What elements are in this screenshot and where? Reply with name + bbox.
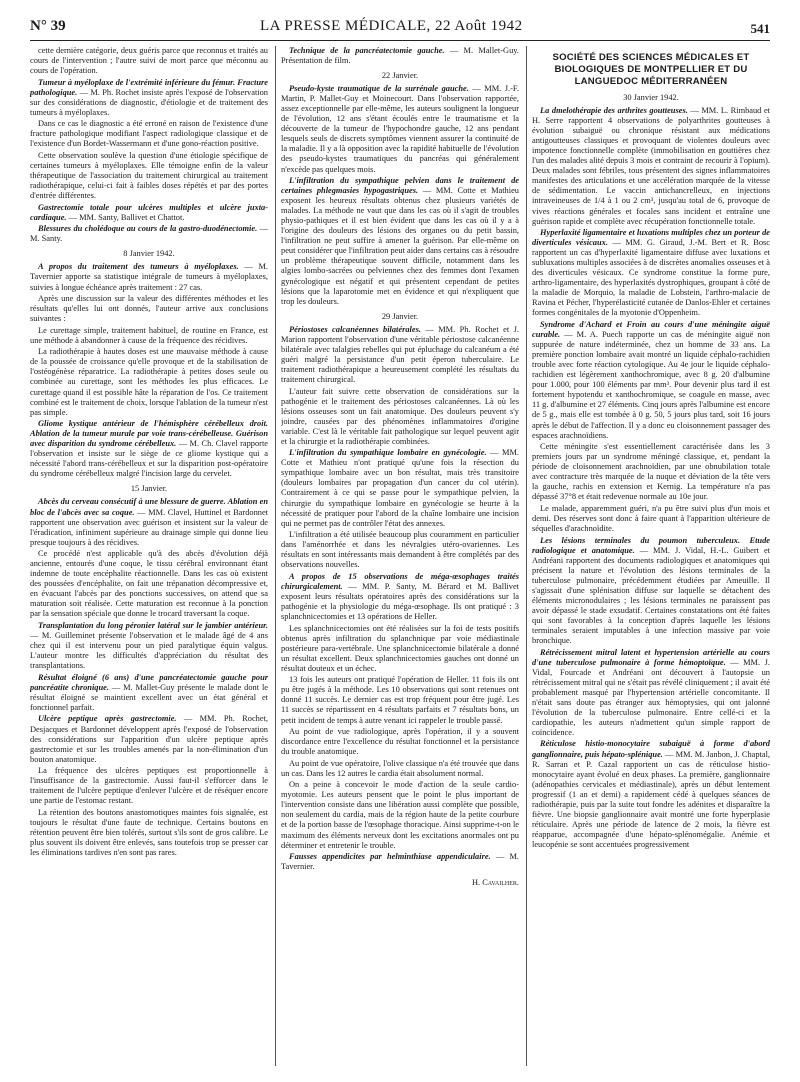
column-divider bbox=[275, 46, 276, 1066]
communication-title: Rétrécissement mitral latent et hypertension artérielle au cours d'une tuberculose pulmonaire à forme hémoptoïque. bbox=[532, 647, 770, 667]
communication-title: Technique de la pancréatectomie gauche. bbox=[289, 46, 445, 55]
communication-body: — M. Ph. Rochet insiste après l'exposé de l'observation sur des considérations de diagnostic, d'étiologie et de traitement des tumeurs à myéloplaxes. bbox=[30, 87, 268, 117]
communication-body: — MM. M. Janbon, J. Chaptal, R. Sarran et P. Cazal rapportent un cas de réticulose histio-monocytaire ayant évolué en deux phases. La première, ganglionnaire (adénopathies cervicales et médiastinale), après un début lentement progressif (1 an et demi) a rapidement cédé à quelques séances de radiothérapie, puis par la suite tout fondre les adénites et disparaître la fièvre. Une biopsie ganglionnaire avait montré une forte hyperplasie réticulaire. Après une période de latence de 2 mois, la fièvre est réapparue, accompagnée d'une hépato-splénomégalie. Anémie et leucopénie se sont accentuées progressivement bbox=[532, 749, 770, 849]
communication-entry bbox=[30, 224, 268, 244]
page-header bbox=[30, 18, 770, 40]
session-date: 8 Janvier 1942. bbox=[123, 249, 175, 259]
communication-entry bbox=[30, 673, 268, 713]
communication-title: Gliome kystique antérieur de l'hémisphère cérébelleux droit. Ablation de la tumeur murale par voie trans-cérébelleuse. Guérison avec disparition du syndrome cérébelleux. bbox=[30, 419, 268, 449]
paragraph: Le malade, apparemment guéri, n'a pu être suivi plus d'un mois et demi. Des réserves sont donc à faire quant à l'apparition ultérieure de séquelles d'arachnoïdite. bbox=[532, 503, 770, 533]
communication-entry bbox=[30, 714, 268, 764]
paragraph: Ce procédé n'est applicable qu'à des abcès d'évolution déjà ancienne, entourés d'une coque, le tissu cérébral environnant étant indemne de toute encéphalite réactionnelle. Dans les cas où existent des poussées d'encéphalite, on fait une trépanation décompressive et, en évacuant l'abcès par des ponctions successives, on attend que sa maturation soit réalisée. Cette maturation est reconnue à la ponction par la sensation spéciale que donne le trocard traversant la coque. bbox=[30, 549, 268, 619]
paragraph: L'infiltration a été utilisée beaucoup plus couramment en particulier dans l'aménorrhée et dans les névralgies utéro-ovariennes. Les résultats en sont intéressants mais demandent à être complétés par des observations nouvelles. bbox=[281, 530, 519, 570]
communication-body: — MM. J. Vidal, Fourcade et Andréani ont découvert à l'autopsie un rétrécissement mitral qui ne s'était pas révélé cliniquement ; il avait été probablement masqué par l'hypertension artérielle concomitante. Il n'était sans doute pas étranger aux hémoptysies, qui ont jalonné l'évolution de la tuberculose pulmonaire. Entre cellé-ci et la cardiopathie, les auteurs n'admettent qu'un simple rapport de coïncidence. bbox=[532, 657, 770, 737]
communication-entry bbox=[532, 739, 770, 850]
session-date: 22 Janvier. bbox=[381, 71, 419, 81]
communication-entry bbox=[532, 106, 770, 227]
communication-title: Résultat éloigné (6 ans) d'une pancréatectomie gauche pour pancréatite chronique. bbox=[30, 672, 268, 692]
page-number-right: 541 bbox=[750, 21, 770, 36]
communication-entry bbox=[532, 228, 770, 318]
paragraph: Au point de vue radiologique, après l'opération, il y a souvent discordance entre l'excellence du résultat fonctionnel et la persistance du trouble anatomique. bbox=[281, 727, 519, 757]
communication-body: — M. Tavernier apporte sa statistique intégrale de tumeurs à myéloplaxes, suivies à longue échéance après traitement : 27 cas. bbox=[30, 262, 268, 292]
paragraph: Cette méningite s'est essentiellement caractérisée dans les 3 premiers jours par un syndrome méningé classique, et, pendant la période de cloisonnement arachnoïdien, par une obnubilation totale avec contracture très marquée de la nuque et déviation de la tête vers la gauche, rachis en extension et Kernig. La température n'a pas dépassé 37°8 et était redevenue normale au 10e jour. bbox=[532, 442, 770, 502]
communication-title: Blessures du cholédoque au cours de la gastro-duodénectomie. bbox=[38, 224, 258, 234]
communication-entry bbox=[281, 46, 519, 66]
header-rule bbox=[30, 40, 770, 41]
communication-body: — MM. Cotte et Mathieu n'ont pratiqué qu'une fois la résection du sympathique lombaire avec un bon résultat, mais très transitoire (douleurs lombaires par propagation d'un cancer du col utérin). Contrairement à ce qui se passe pour le sympathique pelvien, la chirurgie du sympathique lombaire en gynécologie se heurte à la nécessité de pratiquer pour l'abord de la chaîne lombaire une incision qui ne permet pas de contrôler l'état des annexes. bbox=[281, 448, 519, 528]
communication-body: — MM. Cotte et Mathieu exposent les heureux résultats obtenus chez plusieurs variétés de malades. La méthode ne vaut que dans les cas où il s'agit de troubles physio-pathiques et il est bien évident que dans les cas où il y a à l'origine des douleurs des lésions des organes ou du petit bassin, l'infiltration ne peut suffire à amener la guérison. Par elle-même on peut considérer que l'infiltration peut aider dans certains cas à résoudre un problème thérapeutique souvent difficile, notamment dans les algies lombo-sacrées ou pelviennes chez des femmes dont l'examen gynécologique est négatif et qui présentent cependant de petites lésions que la laparotomie met en évidence et qui n'expliquent que trop les douleurs. bbox=[281, 186, 519, 306]
communication-title: Périostoses calcanéennes bilatérales. bbox=[289, 324, 421, 334]
paragraph: Au point de vue opératoire, l'olive classique n'a été trouvée que dans un cas. Dans les 12 autres le cardia était absolument normal. bbox=[281, 758, 519, 778]
paragraph: Dans ce cas le diagnostic a été erroné en raison de l'existence d'une fracture pathologique modifiant l'aspect radiologique classique et de l'existence d'un Bordet-Wassermann et d'une gono-réaction positive. bbox=[30, 119, 268, 149]
communication-title: Les lésions terminales du poumon tuberculeux. Etude radiologique et anatomique. bbox=[532, 535, 770, 555]
communication-title: Syndrome d'Achard et Froin au cours d'une méningite aiguë curable. bbox=[532, 320, 770, 340]
communication-body: — M. A. Puech rapporte un cas de méningite aiguë non suppurée de nature indéterminée, chez un homme de 33 ans. La première ponction lombaire avait montré un liquide céphalo-rachidien trouble avec forte réaction cytologique. Au 4e jour le liquide céphalo-rachidien est légèrement xanthochromique, avec 8 g. 20 d'albumine pour 1.000, pour 100 éléments par mm³. Pour devenir plus tard il est fortement hypotendu et xanthochromique, se coagule en masse, avec 11 g. d'albumine et 27 éléments. Cinq jours après l'albumine est encore de 5 g., mais elle est tombée à 0 g. 50, 5 jours plus tard, soit 16 jours après le début de l'affection. Il y a donc eu cloisonnement passager des espaces arachnoïdiens. bbox=[532, 330, 770, 440]
communication-title: Fausses appendicites par helminthiase appendiculaire. bbox=[289, 852, 491, 862]
communication-body: — M. Mallet-Guy. Présentation de film. bbox=[281, 46, 519, 66]
communication-entry bbox=[281, 572, 519, 622]
communication-title: Transplantation du long péronier latéral sur le jambier antérieur. bbox=[38, 621, 268, 631]
communication-body: — MM. G. Giraud, J.-M. Bert et R. Bosc rapportent un cas d'hyperlaxité ligamentaire diffuse avec luxations et subluxations multiples associées à de discrètes anomalies osseuses et à des diverticules vésicaux. Ce syndrome constitue la forme pure, arthro-ligamentaire, des hyperlaxités dystrophiques, groupant à côté de la maladie de Morquio, la maladie de Lobstein, l'arthro-malacie de Ravina et Pécher, l'hyperélasticité cutanée de Danlos-Ehler et certaines formes congénitales de la myotonie d'Oppenheim. bbox=[532, 238, 770, 318]
communication-title: Gastrectomie totale pour ulcères multiples et ulcère juxta-cardiaque. bbox=[30, 202, 268, 222]
text-column-1 bbox=[30, 46, 268, 1076]
communication-body: — MM. Ph. Rochet, Desjacques et Bardonnet développent après l'exposé de l'observation des considérations sur l'apparition d'un ulcère peptique après gastrectomie et sur les troubles amenés par la non-élimination d'un bouton anatomique. bbox=[30, 714, 268, 764]
session-date: 15 Janvier. bbox=[130, 484, 168, 494]
communication-entry bbox=[281, 84, 519, 174]
communication-body: — MM. Ph. Rochet et J. Marion rapportent l'observation d'une véritable périostose calcanéenne bilatérale avec talalgies rebelles qui put épluchage du calcanéum a été guéri malgré la persistance d'un petit éperon tuberculaire. Le traitement radiothérapique a heureusement complété les résultats du traitement chirurgical. bbox=[281, 324, 519, 384]
communication-body: — M. Santy. bbox=[30, 224, 268, 244]
paragraph: Le curettage simple, traitement habituel, de routine en France, est une méthode à abandonner à cause de la fréquence des récidives. bbox=[30, 325, 268, 345]
communication-entry bbox=[30, 78, 268, 118]
paragraph: cette dernière catégorie, deux guéris parce que reconnus et traités au cours de l'intervention ; l'autre suivi de mort parce que méconnu au cours de l'opération. bbox=[30, 46, 268, 76]
society-heading: SOCIÉTÉ DES SCIENCES MÉDICALES ET BIOLOGIQUES DE MONTPELLIER ET DU LANGUEDOC MÉDITERRANÉEN bbox=[552, 52, 750, 87]
communication-body: — M. Guilleminet présente l'observation et le malade âgé de 4 ans chez qui il est intervenu pour un pied paralytique équin valgus. L'auteur montre les difficultés d'appréciation du résultat des transplantations. bbox=[30, 631, 268, 671]
communication-entry bbox=[30, 419, 268, 479]
communication-entry bbox=[30, 497, 268, 547]
communication-entry bbox=[532, 536, 770, 647]
communication-title: Abcès du cerveau consécutif à une blessure de guerre. Ablation en bloc de l'abcès avec sa coque. bbox=[30, 497, 268, 517]
communication-entry bbox=[30, 621, 268, 671]
paragraph: L'auteur fait suivre cette observation de considérations sur la pathogénie et le traitement des périostoses calcanéennes. Là où les lésions osseuses sont un fait anatomique. Des douleurs peuvent s'y joindre, causées par des phénomènes inflammatoires d'origine variable. C'est là le véritable fait pathologique sur lequel peuvent agir et la chirurgie et la radiothérapie combinées. bbox=[281, 386, 519, 446]
text-column-2 bbox=[281, 46, 519, 1076]
communication-body: — MM. Santy, Ballivet et Chattot. bbox=[66, 212, 185, 222]
text-column-3 bbox=[532, 46, 770, 1076]
paragraph: La radiothérapie à hautes doses est une mauvaise méthode à cause de la poussée de croissance qu'elle provoque et de la stabilisation de l'ostéogénèse réparatrice. La radiothérapie à petites doses seule ou combinée au curettage, sont les méthodes les plus efficaces. Le curettage quand il est possible hâte la réparation de l'os. Ce traitement combiné est le traitement de choix, lorsque l'ablation de la tumeur n'est pas simple. bbox=[30, 347, 268, 417]
communication-title: A propos de 15 observations de méga-œsophages traités chirurgicalement. bbox=[281, 571, 519, 591]
communication-title: Pseudo-kyste traumatique de la surrénale gauche. bbox=[289, 84, 469, 94]
communication-title: Ulcère peptique après gastrectomie. bbox=[38, 714, 177, 724]
session-date: 29 Janvier. bbox=[381, 311, 419, 321]
communication-entry bbox=[281, 176, 519, 307]
communication-title: Tumeur à myéloplaxe de l'extrémité inférieure du fémur. Fracture pathologique. bbox=[30, 77, 268, 97]
communication-title: L'infiltration du sympathique lombaire en gynécologie. bbox=[289, 448, 487, 458]
paragraph: Après une discussion sur la valeur des différentes méthodes et les résultats qu'elles lui ont donnés, l'auteur arrive aux conclusions suivantes : bbox=[30, 294, 268, 324]
paragraph: Cette observation soulève la question d'une étiologie spécifique de certaines tumeurs à myéloplaxes. Elle témoigne enfin de la valeur thérapeutique de l'association du traitement chirurgical au traitement radiothérapique, celui-ci fait à faibles doses répétés et par des portes d'entrée différentes. bbox=[30, 150, 268, 201]
communication-body: — MM. Clavel, Huttinel et Bardonnet rapportent une observation avec guérison et insistent sur la valeur de l'éradication, infiniment supérieure au drainage simple qui donne lieu presque toujours à des récidives. bbox=[30, 507, 268, 547]
column-divider bbox=[526, 46, 527, 1066]
communication-entry bbox=[30, 262, 268, 292]
communication-body: — M. Mallet-Guy présente le malade dont le résultat éloigné se maintient excellent avec un état général et fonctionnel parfait. bbox=[30, 682, 268, 712]
communication-title: Réticulose histio-monocytaire subaiguë à forme d'abord ganglionnaire, puis hépato-splénique. bbox=[532, 739, 770, 759]
communication-entry bbox=[532, 320, 770, 441]
communication-body: — M. Tavernier. bbox=[281, 852, 519, 872]
communication-title: La dmelothérapie des arthrites goutteuses. bbox=[540, 106, 688, 116]
session-date: 30 Janvier 1942. bbox=[623, 93, 679, 102]
journal-title: LA PRESSE MÉDICALE, 22 Août 1942 bbox=[260, 18, 523, 34]
communication-entry bbox=[532, 648, 770, 738]
paragraph: On a peine à concevoir le mode d'action de la seule cardio-myotomie. Les auteurs pensent que le point le plus important de l'intervention consiste dans une libération aussi complète que possible, non seulement du cardia, mais de la région haute de la petite courbure et de la portion basse de l'œsophage thoracique. Ainsi supprime-t-on le maximum des éléments nerveux dont les excitations anormales ont pu déterminer et entretenir le trouble. bbox=[281, 780, 519, 850]
page-number-left: N° 39 bbox=[30, 18, 66, 34]
paragraph: La fréquence des ulcères peptiques est proportionnelle à l'insuffisance de la gastrectomie. Aussi faut-il s'efforcer dans le traitement de l'ulcère peptique d'enlever l'ulcère et de réséquer encore une partie de l'estomac restant. bbox=[30, 766, 268, 806]
communication-title: A propos du traitement des tumeurs à myéloplaxes. bbox=[38, 262, 239, 272]
communication-body: — M. Ch. Clavel rapporte l'observation et insiste sur le siège de ce gliome kystique qui a nécessité l'abord trans-cérébelleux et sur la disparition post-opératoire du syndrome cérébelleux malgré l'incision large du cervelet. bbox=[30, 439, 268, 479]
communication-title: L'infiltration du sympathique pelvien dans le traitement de certaines phlegmasies hypogastriques. bbox=[281, 176, 519, 196]
paragraph: 13 fois les auteurs ont pratiqué l'opération de Heller. 11 fois ils ont pu être jugés à la méthode. Les 10 observations qui sont retenues ont donné 11 succès. Le dernier cas est trop fréquent pour être jugé. Les 11 succès se répartissent en 4 résultats parfaits et 7 résultats bons, un petit incident de temps à autre venant ici rappeler le trouble passé. bbox=[281, 675, 519, 725]
communication-body: — MM. J. Vidal, H.-L. Guibert et Andréani rapportent des documents radiologiques et anatomiques qui précisent la nature et l'évolution des lésions terminales de la tuberculose pulmonaire, précédemment étudiées par Ameuille. Il s'agissait d'une splénisation diffuse sur laquelle se détachent des éléments micronodulaires ; les lésions terminales ne paraissent pas avoir dépassé le stade exsudatif. Certaines constatations ont été faites qui sont favorables à la conception d'après laquelle les lésions terminales seraient imputables à une infection massive par voie bronchique. bbox=[532, 545, 770, 645]
communication-body: — MM. L. Rimbaud et H. Serre rapportent 4 observations de polyarthrites goutteuses à évolution subaiguë ou chronique résistant aux médications antigoutteuses classiques et provoquant de violentes douleurs avec impotence fonctionnelle complète (immobilisation en gouttières chez l'un des malades alité depuis 3 mois et contraint de recourir à l'opium). Deux malades sont fébriles, tous présentent des signes inflammatoires manifestes des articulations et une accélération marquée de la vitesse de sédimentation. Le vaccin antichancrelleux, en injections intraveineuses de 1/4 à 1 ou 2 cm³, jusqu'au total de 6, provoque de vives réactions générales et focales sans incident et entraîne une guérison rapide et complète avec récupération fonctionnelle totale. bbox=[532, 106, 770, 226]
communication-entry bbox=[281, 325, 519, 385]
signature: H. Cavailher. bbox=[471, 878, 519, 888]
communication-body: — MM. P. Santy, M. Bérard et M. Ballivet exposent leurs résultats opératoires après des considérations sur la pathogénie et la physiologie du méga-œsophage. Ils ont pratiqué : 3 splanchnicectomies et 13 opérations de Heller. bbox=[281, 581, 519, 622]
paragraph: Les splanchnicectomies ont été réalisées sur la foi de tests positifs obtenus après infiltration du splanchnique par voie médiastinale postérieure para-vertébrale. Une splanchnicectomie bilatérale a donné un résultat excellent. Deux splanchnicectomies gauches ont donné un résultat douteux et un échec. bbox=[281, 623, 519, 673]
communication-title: Hyperlaxité ligamentaire et luxations multiples chez un porteur de diverticules vésicaux. bbox=[532, 228, 770, 248]
communication-entry bbox=[281, 448, 519, 528]
communication-body: — MM. J.-F. Martin, P. Mallet-Guy et Moinecourt. Dans l'observation rapportée, assez exceptionnelle par elle-même, les auteurs soulignent la longueur de l'évolution, 12 ans s'étant écoulés entre le traumatisme et la découverte de la tumeur de l'hypochondre gauche, 12 ans pendant lesquels seuls de discrets symptômes viennent assurer la continuité de la maladie. Il y a là opposition avec la rapidité habituelle de l'évolution des pseudo-kystes traumatiques du pancréas qui généralement n'excède pas quelques mois. bbox=[281, 84, 519, 174]
paragraph: La rétention des boutons anastomotiques maintes fois signalée, est toujours le résultat d'une faute de technique. Certains boutons en rétention peuvent être bien tolérés, surtout s'ils sont de gros calibre. Le plus souvent ils doivent être enlevés, sans toutefois trop se presser car les éliminations tardives n'en sont pas rares. bbox=[30, 807, 268, 858]
communication-entry bbox=[281, 852, 519, 872]
communication-entry bbox=[30, 203, 268, 223]
